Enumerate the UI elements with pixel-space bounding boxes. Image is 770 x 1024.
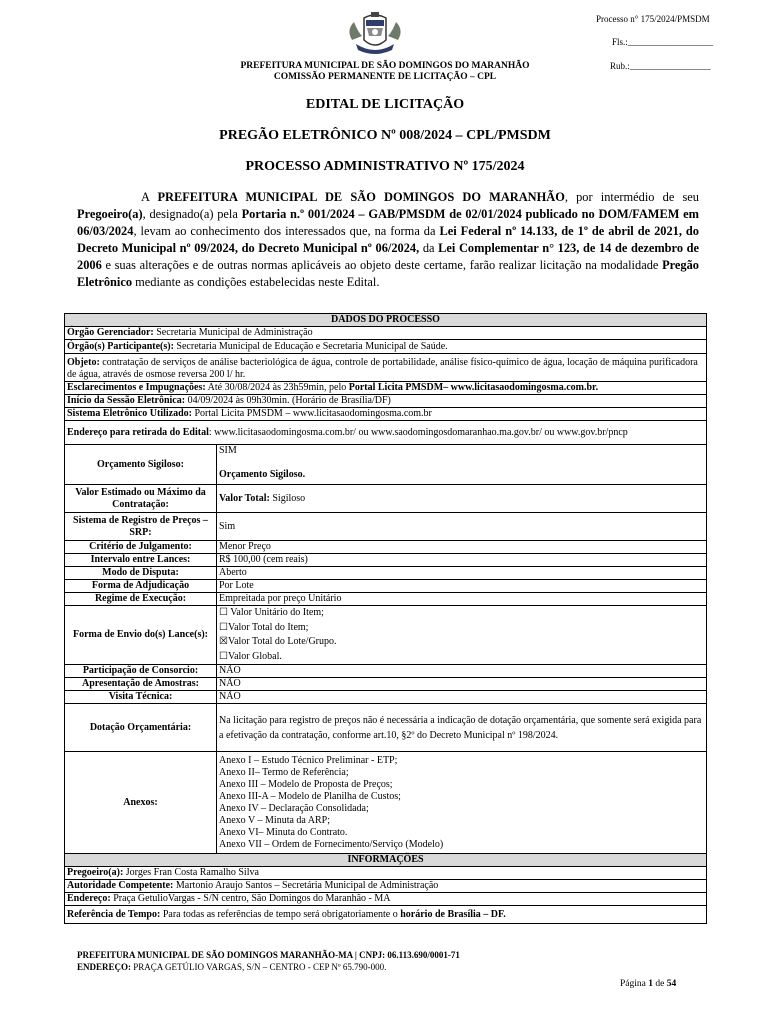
intro-text: e suas alterações e de outras normas aplicáveis ao objeto deste certame, farão realizar licitação na modalidade — [101, 258, 663, 272]
label: Início da Sessão Eletrônica: — [67, 395, 186, 406]
criterio-label: Critério de Julgamento: — [65, 541, 217, 554]
label: Autoridade Competente: — [67, 880, 174, 891]
anexo-item: Anexo II– Termo de Referência; — [219, 766, 349, 778]
intro-paragraph — [77, 189, 699, 291]
adjudicacao-label: Forma de Adjudicação — [65, 580, 217, 593]
value: Praça GetulioVargas - S/N centro, São Domingos do Maranhão - MA — [110, 893, 391, 904]
anexos-list — [217, 752, 707, 854]
orcamento-desc: Orçamento Sigiloso. — [219, 469, 306, 480]
processo-title: PROCESSO ADMINISTRATIVO Nº 175/2024 — [245, 159, 525, 174]
visita-value: NÃO — [217, 691, 707, 704]
process-data-table — [64, 313, 707, 924]
footer-address: PRAÇA GETÚLIO VARGAS, S/N – CENTRO - CEP Nº 65.790-000. — [131, 962, 387, 972]
row-inicio-sessao — [65, 395, 707, 408]
modo-value: Aberto — [217, 567, 707, 580]
value: contratação de serviços de análise bacteriológica de água, controle de portabilidade, análise físico-químico de água, locação de máquina purificadora de água, através de osmose reversa 200 l/ hr. — [67, 356, 698, 380]
intro-text: Lei Complementar n° 123, de 14 de dezembro de 2006 — [77, 241, 700, 272]
intro-text: Lei Federal nº 14.133, de 1º de abril de 2021, do Decreto Municipal nº 09/2024, do Decreto Municipal nº 06/2024, — [77, 224, 699, 255]
label: Objeto: — [67, 356, 100, 368]
envio-option-lote: ☒Valor Total do Lote/Grupo. — [219, 636, 337, 647]
row-endereco — [65, 893, 707, 906]
intro-text: , levam ao conhecimento dos interessados que, na forma da — [133, 224, 440, 238]
intro-text: Pregão Eletrônico — [77, 258, 699, 289]
label: Valor Total: — [219, 492, 270, 504]
value: 04/09/2024 às 09h30min. (Horário de Brasília/DF) — [185, 395, 391, 406]
row-esclarecimentos — [65, 382, 707, 395]
consorcio-label: Participação de Consorcio: — [65, 665, 217, 678]
label: Referência de Tempo: — [67, 908, 161, 920]
pregao-title: PREGÃO ELETRÔNICO Nº 008/2024 – CPL/PMSDM — [219, 128, 551, 143]
row-objeto — [65, 354, 707, 382]
label: Sistema Eletrônico Utilizado: — [67, 408, 192, 419]
page-current: 1 — [648, 979, 653, 989]
label: Órgão Gerenciador: — [67, 327, 154, 338]
footer-line-2 — [77, 962, 386, 972]
intervalo-value: R$ 100,00 (cem reais) — [217, 554, 707, 567]
orcamento-sim: SIM — [219, 445, 237, 456]
anexos-label: Anexos: — [65, 752, 217, 854]
footer-label: ENDEREÇO: — [77, 962, 132, 972]
row-orgao-gerenciador — [65, 327, 707, 340]
intro-text: mediante as condições estabelecidas neste Edital. — [132, 275, 380, 289]
label: Endereço: — [67, 893, 111, 904]
row-referencia-tempo — [65, 906, 707, 924]
label: Órgão(s) Participante(s): — [67, 340, 174, 352]
label: Pregoeiro(a): — [67, 867, 124, 878]
envio-label: Forma de Envio do(s) Lance(s): — [65, 606, 217, 665]
intro-text: Portaria n.º 001/2024 – GAB/PMSDM de 02/01/2024 publicado no DOM/FAMEM em 06/03/2024 — [77, 207, 699, 238]
amostras-value: NÃO — [217, 678, 707, 691]
institution-name: PREFEITURA MUNICIPAL DE SÃO DOMINGOS DO MARANHÃO — [240, 61, 530, 71]
orcamento-value — [217, 445, 707, 485]
row-pregoeiro — [65, 867, 707, 880]
value: Martonio Araujo Santos – Secretária Municipal de Administração — [173, 880, 439, 891]
anexo-item: Anexo I – Estudo Técnico Preliminar - ETP; — [219, 754, 398, 766]
anexo-item: Anexo VII – Ordem de Fornecimento/Serviço (Modelo) — [219, 838, 444, 850]
value: Sigiloso — [269, 492, 306, 504]
row-orgao-participante — [65, 340, 707, 354]
intro-text: PREFEITURA MUNICIPAL DE SÃO DOMINGOS DO MARANHÃO — [157, 190, 565, 204]
page-text: de — [652, 979, 667, 989]
rub-field: Rub.:__________________ — [610, 61, 711, 71]
page-total: 54 — [666, 979, 677, 989]
document-title: EDITAL DE LICITAÇÃO — [305, 97, 465, 112]
regime-label: Regime de Execução: — [65, 593, 217, 606]
value: Para todas as referências de tempo será obrigatoriamente o — [160, 908, 401, 920]
envio-option-unitario: ☐ Valor Unitário do Item; — [219, 607, 324, 618]
amostras-label: Apresentação de Amostras: — [65, 678, 217, 691]
adjudicacao-value: Por Lote — [217, 580, 707, 593]
regime-value: Empreitada por preço Unitário — [217, 593, 707, 606]
portal-link-text: Portal Licita PMSDM– www.licitasaodomingosma.com.br. — [348, 382, 599, 393]
intro-text: , designado(a) pela — [142, 207, 242, 221]
section-header-informacoes: INFORMAÇÕES — [65, 854, 707, 867]
value: : www.licitasaodomingosma.com.br/ ou www.saodomingosdomaranhao.ma.gov.br/ ou www.gov.br/pncp — [208, 426, 628, 438]
envio-options — [217, 606, 707, 665]
intervalo-label: Intervalo entre Lances: — [65, 554, 217, 567]
section-header-dados: DADOS DO PROCESSO — [65, 314, 707, 327]
intro-text: da — [419, 241, 439, 255]
envio-option-total-item: ☐Valor Total do Item; — [219, 621, 309, 633]
footer-line-1: PREFEITURA MUNICIPAL DE SÃO DOMINGOS MARANHÃO-MA | CNPJ: 06.113.690/0001-71 — [77, 950, 460, 960]
envio-option-global: ☐Valor Global. — [219, 650, 282, 662]
anexo-item: Anexo III – Modelo de Proposta de Preços; — [219, 778, 393, 790]
criterio-value: Menor Preço — [217, 541, 707, 554]
visita-label: Visita Técnica: — [65, 691, 217, 704]
page-text: Página — [620, 979, 649, 989]
srp-value: Sim — [217, 513, 707, 541]
intro-text: Pregoeiro(a) — [77, 207, 143, 221]
label: Endereço para retirada do Edital — [67, 426, 209, 438]
value: Até 30/08/2024 às 23h59min, pelo — [205, 382, 349, 393]
consorcio-value: NÃO — [217, 665, 707, 678]
anexo-item: Anexo VI– Minuta do Contrato. — [219, 826, 348, 838]
value: Secretaria Municipal de Administração — [153, 327, 313, 338]
fls-field: Fls.:___________________ — [612, 37, 714, 47]
anexo-item: Anexo III-A – Modelo de Planilha de Custos; — [219, 790, 401, 802]
modo-label: Modo de Disputa: — [65, 567, 217, 580]
dotacao-label: Dotação Orçamentária: — [65, 704, 217, 752]
municipal-coat-of-arms-logo — [344, 10, 406, 58]
row-autoridade — [65, 880, 707, 893]
value: Portal Licita PMSDM – www.licitasaodomingosma.com.br — [191, 408, 432, 419]
intro-text: , por intermédio de seu — [564, 190, 699, 204]
value: Jorges Fran Costa Ramalho Silva — [123, 867, 259, 878]
label: Esclarecimentos e Impugnações: — [67, 382, 206, 393]
orcamento-label: Orçamento Sigiloso: — [65, 445, 217, 485]
anexo-item: Anexo V – Minuta da ARP; — [219, 814, 331, 826]
horario-brasilia: horário de Brasília – DF. — [400, 908, 506, 920]
row-sistema — [65, 408, 707, 421]
valor-value — [217, 485, 707, 513]
process-reference: Processo n° 175/2024/PMSDM — [596, 14, 710, 24]
page-number — [620, 979, 676, 989]
dotacao-value: Na licitação para registro de preços não é necessária a indicação de dotação orçamentária, que somente será exigida para a efetivação da contratação, conforme art.10, §2º do Decreto Municipal nº 198/2024. — [217, 704, 707, 752]
srp-label: Sistema de Registro de Preços – SRP: — [65, 513, 217, 541]
commission-name: COMISSÃO PERMANENTE DE LICITAÇÃO – CPL — [273, 72, 497, 82]
value: Secretaria Municipal de Educação e Secretaria Municipal de Saúde. — [173, 340, 448, 352]
valor-label: Valor Estimado ou Máximo da Contratação: — [65, 485, 217, 513]
anexo-item: Anexo IV – Declaração Consolidada; — [219, 802, 369, 814]
intro-text: A — [141, 190, 158, 204]
row-endereco-edital — [65, 421, 707, 445]
